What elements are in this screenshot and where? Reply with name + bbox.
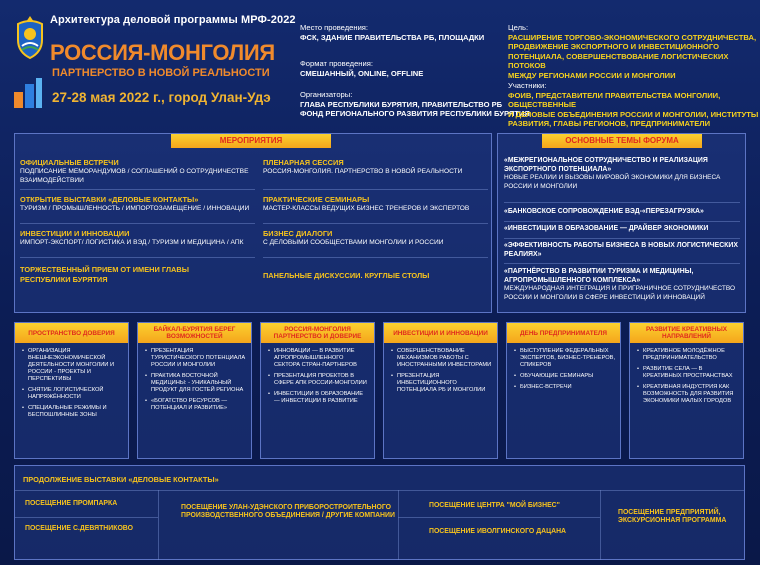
column-baikal bbox=[137, 322, 252, 459]
visit-aviation-plant: ПОСЕЩЕНИЕ УЛАН-УДЭНСКОГО ПРИБОРОСТРОИТЕЛЬНОГО ПРОИЗВОДСТВЕННОГО ОБЪЕДИНЕНИЯ / ДРУГИЕ КОМПАНИИ bbox=[181, 504, 395, 520]
events-left-item bbox=[20, 158, 255, 185]
visit-my-business-center: ПОСЕЩЕНИЕ ЦЕНТРА "МОЙ БИЗНЕС" bbox=[429, 502, 560, 509]
column-item: • ОБУЧАЮЩИЕ СЕМИНАРЫ bbox=[514, 373, 616, 380]
events-heading: МЕРОПРИЯТИЯ bbox=[171, 134, 331, 148]
event-title: ПРАКТИЧЕСКИЕ СЕМИНАРЫ bbox=[263, 195, 370, 204]
forum-logo-icon bbox=[12, 76, 44, 110]
divider bbox=[15, 517, 158, 518]
venue-value: ФСК, ЗДАНИЕ ПРАВИТЕЛЬСТВА РБ, ПЛОЩАДКИ bbox=[300, 32, 485, 42]
divider bbox=[20, 257, 255, 258]
visit-devyatnikovo: ПОСЕЩЕНИЕ С.ДЕВЯТНИКОВО bbox=[25, 525, 133, 532]
event-title: ТОРЖЕСТВЕННЫЙ ПРИЕМ ОТ ИМЕНИ ГЛАВЫ РЕСПУБЛИКИ БУРЯТИЯ bbox=[20, 265, 189, 284]
events-left-item bbox=[20, 265, 195, 285]
topic-item bbox=[504, 225, 740, 234]
event-text: РОССИЯ-МОНГОЛИЯ. ПАРТНЕРСТВО В НОВОЙ РЕАЛЬНОСТИ bbox=[263, 168, 463, 175]
forum-date: 27-28 мая 2022 г., город Улан-Удэ bbox=[52, 90, 271, 105]
column-item: • ПРЕЗЕНТАЦИЯ ИНВЕСТИЦИОННОГО ПОТЕНЦИАЛА РБ И МОНГОЛИИ bbox=[391, 373, 493, 394]
divider bbox=[158, 490, 159, 560]
divider bbox=[504, 263, 740, 264]
event-text: ПОДПИСАНИЕ МЕМОРАНДУМОВ / СОГЛАШЕНИЙ О СОТРУДНИЧЕСТВЕ ВЗАИМОДЕЙСТВИИ bbox=[20, 168, 249, 184]
event-text: ИМПОРТ-ЭКСПОРТ/ ЛОГИСТИКА И ВЭД / ТУРИЗМ И МЕДИЦИНА / АПК bbox=[20, 239, 244, 246]
architecture-title: Архитектура деловой программы МРФ-2022 bbox=[50, 14, 296, 26]
divider bbox=[504, 238, 740, 239]
topics-heading: ОСНОВНЫЕ ТЕМЫ ФОРУМА bbox=[542, 134, 702, 148]
column-item: • ПРЕЗЕНТАЦИЯ ПРОЕКТОВ В СФЕРЕ АПК РОССИИ-МОНГОЛИИ bbox=[268, 373, 370, 387]
event-text: ТУРИЗМ / ПРОМЫШЛЕННОСТЬ / ИМПОРТОЗАМЕЩЕНИЕ / ИННОВАЦИИ bbox=[20, 205, 250, 212]
events-right-item bbox=[263, 271, 488, 280]
topic-title: «ПАРТНЁРСТВО В РАЗВИТИИ ТУРИЗМА И МЕДИЦИНЫ, АГРОПРОМЫШЛЕННОГО КОМПЛЕКСА» bbox=[504, 268, 694, 284]
participants-block bbox=[508, 81, 760, 129]
event-text: МАСТЕР-КЛАССЫ ВЕДУЩИХ БИЗНЕС ТРЕНЕРОВ И ЭКСПЕРТОВ bbox=[263, 205, 470, 212]
divider bbox=[20, 189, 255, 190]
column-item: • ПРЕЗЕНТАЦИЯ ТУРИСТИЧЕСКОГО ПОТЕНЦИАЛА РОССИИ И МОНГОЛИИ bbox=[145, 348, 247, 369]
divider bbox=[504, 202, 740, 203]
divider bbox=[504, 221, 740, 222]
divider bbox=[398, 517, 600, 518]
column-item: • «БОГАТСТВО РЕСУРСОВ — ПОТЕНЦИАЛ И РАЗВИТИЕ» bbox=[145, 398, 247, 412]
topic-item bbox=[504, 208, 740, 217]
divider bbox=[263, 257, 488, 258]
buryatia-emblem-icon bbox=[12, 14, 48, 60]
organizers-line2: ФОНД РЕГИОНАЛЬНОГО РАЗВИТИЯ РЕСПУБЛИКИ БУРЯТИЯ bbox=[300, 109, 530, 119]
events-right-item bbox=[263, 158, 488, 177]
column-heading: ПРОСТРАНСТВО ДОВЕРИЯ bbox=[15, 323, 128, 343]
goal-line: РАСШИРЕНИЕ ТОРГОВО-ЭКОНОМИЧЕСКОГО СОТРУДНИЧЕСТВА, bbox=[508, 32, 757, 42]
topic-title: «БАНКОВСКОЕ СОПРОВОЖДЕНИЕ ВЭД-«ПЕРЕЗАГРУЗКА» bbox=[504, 208, 704, 215]
events-panel bbox=[14, 133, 492, 313]
goal-line: МЕЖДУ РЕГИОНАМИ РОССИИ И МОНГОЛИИ bbox=[508, 70, 676, 80]
events-right-item bbox=[263, 229, 488, 248]
event-title: ОТКРЫТИЕ ВЫСТАВКИ «ДЕЛОВЫЕ КОНТАКТЫ» bbox=[20, 195, 199, 204]
column-item: • КРЕАТИВНОЕ МОЛОДЁЖНОЕ ПРЕДПРИНИМАТЕЛЬСТВО bbox=[637, 348, 739, 362]
venue-label: Место проведения: bbox=[300, 23, 369, 32]
topic-title: «МЕЖРЕГИОНАЛЬНОЕ СОТРУДНИЧЕСТВО И РЕАЛИЗАЦИЯ ЭКСПОРТНОГО ПОТЕНЦИАЛА» bbox=[504, 157, 708, 173]
event-title: ПЛЕНАРНАЯ СЕССИЯ bbox=[263, 158, 344, 167]
format-label: Формат проведения: bbox=[300, 59, 373, 68]
participants-line: РАЗВИТИЯ, ГЛАВЫ РЕГИОНОВ, ПРЕДПРИНИМАТЕЛИ bbox=[508, 119, 711, 129]
exhibition-panel bbox=[14, 465, 745, 560]
divider bbox=[398, 490, 399, 560]
events-left-item bbox=[20, 195, 255, 214]
topic-item bbox=[504, 268, 740, 302]
event-title: ИНВЕСТИЦИИ И ИННОВАЦИИ bbox=[20, 229, 130, 238]
goal-block bbox=[508, 23, 760, 81]
column-item: • СНЯТИЕ ЛОГИСТИЧЕСКОЙ НАПРЯЖЁННОСТИ bbox=[22, 387, 124, 401]
divider bbox=[20, 223, 255, 224]
divider bbox=[263, 223, 488, 224]
column-trust-space bbox=[14, 322, 129, 459]
column-investments bbox=[383, 322, 498, 459]
visit-ivolginsky-datsan: ПОСЕЩЕНИЕ ИВОЛГИНСКОГО ДАЦАНА bbox=[429, 528, 567, 535]
column-item: • КРЕАТИВНАЯ ИНДУСТРИЯ КАК ВОЗМОЖНОСТЬ ДЛЯ РАЗВИТИЯ ЭКОНОМИКИ МАЛЫХ ГОРОДОВ bbox=[637, 384, 739, 405]
column-item: • ИНВЕСТИЦИИ В ОБРАЗОВАНИЕ — ИНВЕСТИЦИИ В РАЗВИТИЕ bbox=[268, 391, 370, 405]
column-entrepreneur-day bbox=[506, 322, 621, 459]
divider bbox=[263, 189, 488, 190]
column-item: • РАЗВИТИЕ СЕЛА — В КРЕАТИВНЫХ ПРОСТРАНСТВАХ bbox=[637, 366, 739, 380]
visit-promparka: ПОСЕЩЕНИЕ ПРОМПАРКА bbox=[25, 500, 118, 507]
event-text: С ДЕЛОВЫМИ СООБЩЕСТВАМИ МОНГОЛИИ И РОССИИ bbox=[263, 239, 444, 246]
column-creative bbox=[629, 322, 744, 459]
divider bbox=[600, 490, 601, 560]
topic-text: НОВЫЕ РЕАЛИИ И ВЫЗОВЫ МИРОВОЙ ЭКОНОМИКИ ДЛЯ БИЗНЕСА РОССИИ И МОНГОЛИИ bbox=[504, 174, 721, 190]
column-item: • ПРАКТИКА ВОСТОЧНОЙ МЕДИЦИНЫ: - УНИКАЛЬНЫЙ ПРОДУКТ ДЛЯ ГОСТЕЙ РЕГИОНА bbox=[145, 373, 247, 394]
column-heading: ИНВЕСТИЦИИ И ИННОВАЦИИ bbox=[384, 323, 497, 343]
column-item: • СПЕЦИАЛЬНЫЕ РЕЖИМЫ И БЕСПОШЛИННЫЕ ЗОНЫ bbox=[22, 405, 124, 419]
goal-label: Цель: bbox=[508, 23, 529, 32]
format-value: СМЕШАННЫЙ, ONLINE, OFFLINE bbox=[300, 68, 424, 78]
divider bbox=[15, 490, 744, 491]
events-right-item bbox=[263, 195, 488, 214]
column-heading: ДЕНЬ ПРЕДПРИНИМАТЕЛЯ bbox=[507, 323, 620, 343]
column-item: • ВЫСТУПЛЕНИЕ ФЕДЕРАЛЬНЫХ ЭКСПЕРТОВ, БИЗНЕС-ТРЕНЕРОВ, СПИКЕРОВ bbox=[514, 348, 616, 369]
venue-block bbox=[300, 23, 484, 42]
column-item: • СОВЕРШЕНСТВОВАНИЕ МЕХАНИЗМОВ РАБОТЫ С ИНОСТРАННЫМИ ИНВЕСТОРАМИ bbox=[391, 348, 493, 369]
participants-line: ФОИВ, ПРЕДСТАВИТЕЛИ ПРАВИТЕЛЬСТВА МОНГОЛИИ, ОБЩЕСТВЕННЫЕ bbox=[508, 90, 721, 110]
exhibition-heading: ПРОДОЛЖЕНИЕ ВЫСТАВКИ «ДЕЛОВЫЕ КОНТАКТЫ» bbox=[23, 475, 219, 484]
organizers-block bbox=[300, 90, 530, 119]
column-heading: РОССИЯ-МОНГОЛИЯ ПАРТНЕРСТВО И ДОВЕРИЕ bbox=[261, 323, 374, 343]
organizers-label: Организаторы: bbox=[300, 90, 353, 99]
forum-subtitle: ПАРТНЕРСТВО В НОВОЙ РЕАЛЬНОСТИ bbox=[52, 67, 270, 79]
column-item: • БИЗНЕС-ВСТРЕЧИ bbox=[514, 384, 616, 391]
goal-line: ПРОДВИЖЕНИЕ ЭКСПОРТНОГО И ИНВЕСТИЦИОННОГО bbox=[508, 42, 719, 52]
topic-title: «ЭФФЕКТИВНОСТЬ РАБОТЫ БИЗНЕСА В НОВЫХ ЛОГИСТИЧЕСКИХ РЕАЛИЯХ» bbox=[504, 242, 738, 258]
topic-title: «ИНВЕСТИЦИИ В ОБРАЗОВАНИЕ — ДРАЙВЕР ЭКОНОМИКИ bbox=[504, 225, 709, 232]
topics-panel bbox=[497, 133, 746, 313]
topic-item bbox=[504, 242, 740, 259]
column-item: • ИННОВАЦИИ — В РАЗВИТИЕ АГРОПРОМЫШЛЕННОГО СЕКТОРА СТРАН-ПАРТНЕРОВ bbox=[268, 348, 370, 369]
column-partnership bbox=[260, 322, 375, 459]
visit-enterprises: ПОСЕЩЕНИЕ ПРЕДПРИЯТИЙ, ЭКСКУРСИОННАЯ ПРОГРАММА bbox=[618, 509, 727, 525]
topic-text: МЕЖДУНАРОДНАЯ ИНТЕГРАЦИЯ И ПРИГРАНИЧНОЕ СОТРУДНИЧЕСТВО РОССИИ И МОНГОЛИИ В СФЕРЕ ИНВЕСТИЦИЙ И ИННОВАЦИЙ bbox=[504, 285, 736, 301]
organizers-line1: ГЛАВА РЕСПУБЛИКИ БУРЯТИЯ, ПРАВИТЕЛЬСТВО РБ bbox=[300, 99, 503, 109]
goal-line: ПОТЕНЦИАЛА, СОВЕРШЕНСТВОВАНИЕ ЛОГИСТИЧЕСКИХ ПОТОКОВ bbox=[508, 51, 729, 71]
participants-label: Участники: bbox=[508, 81, 547, 90]
forum-title: РОССИЯ-МОНГОЛИЯ bbox=[50, 40, 275, 65]
topic-item bbox=[504, 157, 740, 191]
format-block bbox=[300, 59, 423, 78]
event-title: БИЗНЕС ДИАЛОГИ bbox=[263, 229, 333, 238]
column-heading: БАЙКАЛ-БУРЯТИЯ БЕРЕГ ВОЗМОЖНОСТЕЙ bbox=[138, 323, 251, 343]
participants-line: И ДЕЛОВЫЕ ОБЪЕДИНЕНИЯ РОССИИ И МОНГОЛИИ, ИНСТИТУТЫ bbox=[508, 109, 759, 119]
column-item: • ОРГАНИЗАЦИЯ ВНЕШНЕЭКОНОМИЧЕСКОЙ ДЕЯТЕЛЬНОСТИ МОНГОЛИИ И РОССИИ - ПРОЕКТЫ И ПЕРСПЕКТИВЫ bbox=[22, 348, 124, 383]
column-heading: РАЗВИТИЕ КРЕАТИВНЫХ НАПРАВЛЕНИЙ bbox=[630, 323, 743, 343]
event-title: ОФИЦИАЛЬНЫЕ ВСТРЕЧИ bbox=[20, 158, 119, 167]
event-title: ПАНЕЛЬНЫЕ ДИСКУССИИ. КРУГЛЫЕ СТОЛЫ bbox=[263, 271, 430, 280]
events-left-item bbox=[20, 229, 255, 248]
